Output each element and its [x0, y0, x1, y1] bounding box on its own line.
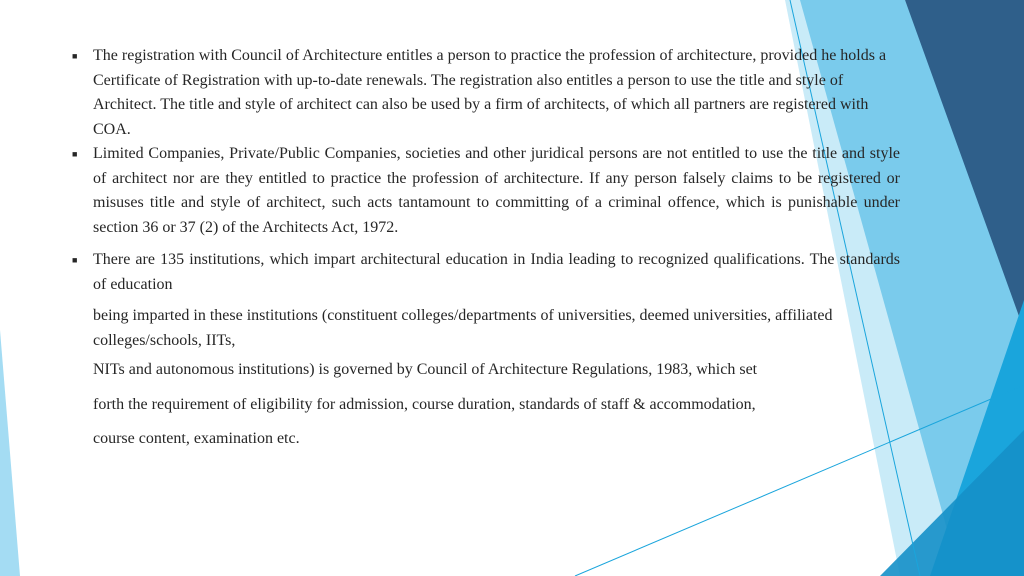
- square-bullet-icon: ■: [72, 255, 78, 265]
- continuation-text: NITs and autonomous institutions) is governed by Council of Architecture Regulations, 1983, which set: [93, 361, 758, 378]
- bullet-item-companies: [70, 142, 900, 240]
- square-bullet-icon: ■: [72, 51, 78, 61]
- left-edge-shape: [0, 330, 20, 576]
- bullet-item-institutions: [70, 248, 900, 297]
- square-bullet-icon: ■: [72, 149, 78, 159]
- paragraph-text: Limited Companies, Private/Public Companies, societies and other juridical persons are not entitled to use the title and style of architect nor are they entitled to practice the profession of architecture. If any person falsely claims to be registered or misuses title and style of architect, such acts tantamount to committing of a criminal offence, which is punishable under section 36 or 37 (2) of the Architects Act, 1972.: [93, 145, 900, 236]
- paragraph-text: There are 135 institutions, which impart architectural education in India leading to recognized qualifications. The standards of education: [93, 251, 900, 293]
- slide-content: [70, 44, 900, 452]
- continuation-text: course content, examination etc.: [93, 430, 300, 447]
- bullet-item-registration: [70, 44, 900, 142]
- continuation-text: forth the requirement of eligibility for admission, course duration, standards of staff & accommodation,: [93, 395, 756, 413]
- paragraph-text: The registration with Council of Architecture entitles a person to practice the profession of architecture, provided he holds a Certificate of Registration with up-to-date renewals. The registration also entitles a person to use the title and style of Architect. The title and style of architect can also be used by a firm of architects, of which all partners are registered with COA.: [93, 47, 887, 138]
- continuation-text: being imparted in these institutions (constituent colleges/departments of universities, deemed universities, affiliated colleges/schools, IITs,: [93, 307, 833, 349]
